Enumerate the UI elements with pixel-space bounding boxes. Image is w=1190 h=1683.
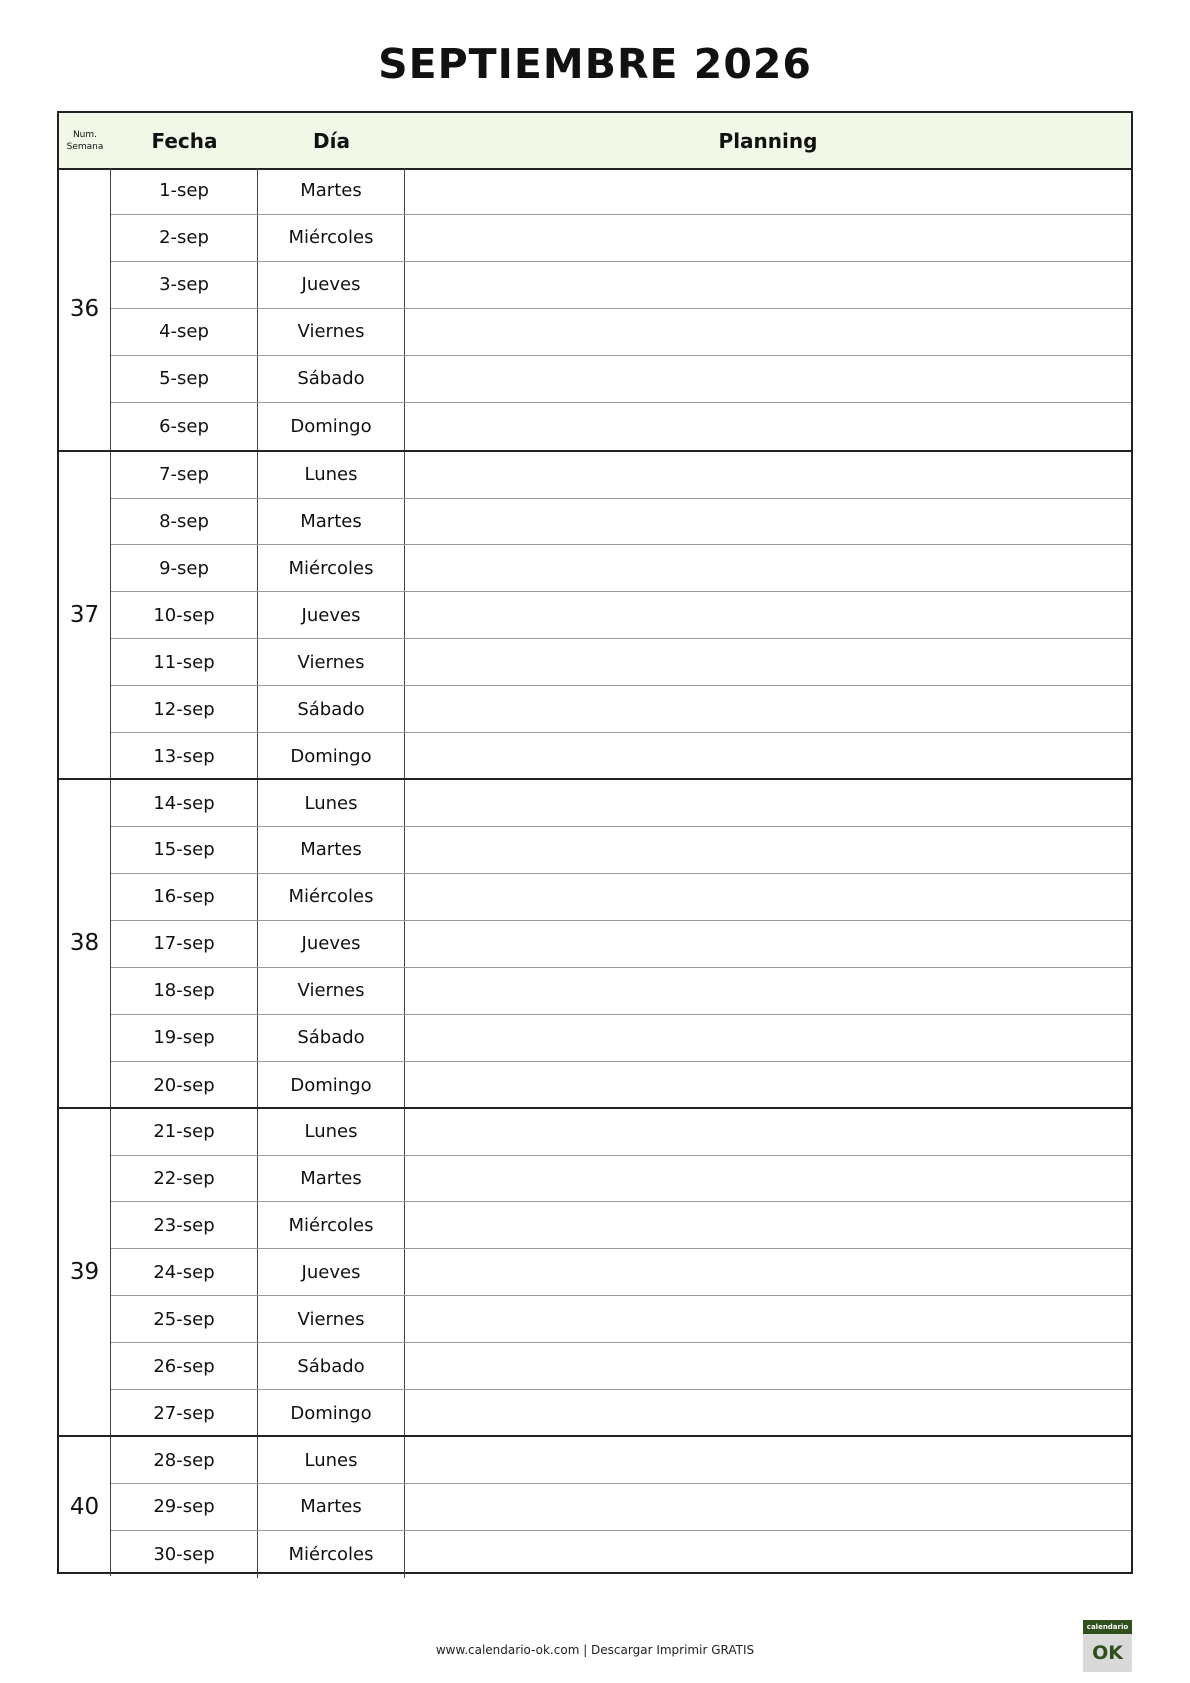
- table-body: [59, 168, 1131, 1572]
- date-cell: 30-sep: [111, 1531, 258, 1578]
- planning-cell[interactable]: [405, 452, 1131, 498]
- day-cell: Miércoles: [258, 874, 405, 920]
- table-row: [111, 403, 1131, 450]
- date-cell: 28-sep: [111, 1437, 258, 1483]
- table-row: [111, 1296, 1131, 1343]
- planning-cell[interactable]: [405, 215, 1131, 261]
- week-group: [59, 450, 1131, 779]
- week-number: 38: [59, 780, 111, 1107]
- planning-cell[interactable]: [405, 1484, 1131, 1530]
- week-number: 37: [59, 452, 111, 779]
- day-cell: Martes: [258, 827, 405, 873]
- day-cell: Viernes: [258, 309, 405, 355]
- date-cell: 24-sep: [111, 1249, 258, 1295]
- table-row: [111, 1109, 1131, 1156]
- table-row: [111, 1015, 1131, 1062]
- logo-top-text: calendario: [1083, 1620, 1132, 1634]
- day-cell: Domingo: [258, 1390, 405, 1437]
- planning-cell[interactable]: [405, 356, 1131, 402]
- planning-cell[interactable]: [405, 827, 1131, 873]
- planning-cell[interactable]: [405, 1390, 1131, 1437]
- table-row: [111, 921, 1131, 968]
- day-cell: Miércoles: [258, 215, 405, 261]
- table-row: [111, 1437, 1131, 1484]
- day-cell: Domingo: [258, 403, 405, 450]
- planning-cell[interactable]: [405, 921, 1131, 967]
- date-cell: 12-sep: [111, 686, 258, 732]
- week-group: [59, 1435, 1131, 1576]
- table-row: [111, 1484, 1131, 1531]
- planning-cell[interactable]: [405, 262, 1131, 308]
- planning-cell[interactable]: [405, 403, 1131, 450]
- day-cell: Sábado: [258, 356, 405, 402]
- table-row: [111, 262, 1131, 309]
- planning-cell[interactable]: [405, 968, 1131, 1014]
- date-cell: 25-sep: [111, 1296, 258, 1342]
- date-cell: 6-sep: [111, 403, 258, 450]
- planning-cell[interactable]: [405, 1109, 1131, 1155]
- day-cell: Martes: [258, 1484, 405, 1530]
- date-cell: 15-sep: [111, 827, 258, 873]
- day-cell: Miércoles: [258, 545, 405, 591]
- planning-cell[interactable]: [405, 545, 1131, 591]
- table-row: [111, 592, 1131, 639]
- table-row: [111, 780, 1131, 827]
- day-cell: Domingo: [258, 1062, 405, 1109]
- table-row: [111, 1343, 1131, 1390]
- date-cell: 9-sep: [111, 545, 258, 591]
- week-group: [59, 1107, 1131, 1436]
- header-planning: Planning: [718, 128, 818, 153]
- table-row: [111, 686, 1131, 733]
- table-row: [111, 827, 1131, 874]
- date-cell: 14-sep: [111, 780, 258, 826]
- date-cell: 5-sep: [111, 356, 258, 402]
- table-row: [111, 968, 1131, 1015]
- logo-bottom-text: OK: [1083, 1634, 1132, 1672]
- day-cell: Sábado: [258, 1015, 405, 1061]
- table-row: [111, 452, 1131, 499]
- day-cell: Viernes: [258, 968, 405, 1014]
- planning-cell[interactable]: [405, 1437, 1131, 1483]
- calendario-ok-logo: [1083, 1620, 1132, 1672]
- date-cell: 4-sep: [111, 309, 258, 355]
- header-week: Num. Semana: [66, 129, 104, 152]
- planning-cell[interactable]: [405, 592, 1131, 638]
- planning-cell[interactable]: [405, 1015, 1131, 1061]
- date-cell: 10-sep: [111, 592, 258, 638]
- date-cell: 11-sep: [111, 639, 258, 685]
- day-cell: Jueves: [258, 1249, 405, 1295]
- date-cell: 27-sep: [111, 1390, 258, 1437]
- day-cell: Lunes: [258, 452, 405, 498]
- table-row: [111, 874, 1131, 921]
- table-row: [111, 1390, 1131, 1437]
- day-cell: Lunes: [258, 780, 405, 826]
- table-header: [59, 113, 1131, 170]
- table-row: [111, 545, 1131, 592]
- planning-cell[interactable]: [405, 168, 1131, 214]
- planning-cell[interactable]: [405, 499, 1131, 545]
- table-row: [111, 1062, 1131, 1109]
- planning-cell[interactable]: [405, 874, 1131, 920]
- day-cell: Miércoles: [258, 1202, 405, 1248]
- table-row: [111, 639, 1131, 686]
- planning-cell[interactable]: [405, 1343, 1131, 1389]
- day-cell: Sábado: [258, 1343, 405, 1389]
- date-cell: 29-sep: [111, 1484, 258, 1530]
- planning-cell[interactable]: [405, 686, 1131, 732]
- day-cell: Sábado: [258, 686, 405, 732]
- planning-cell[interactable]: [405, 1202, 1131, 1248]
- date-cell: 26-sep: [111, 1343, 258, 1389]
- date-cell: 1-sep: [111, 168, 258, 214]
- header-day: Día: [313, 128, 350, 153]
- planning-cell[interactable]: [405, 1249, 1131, 1295]
- page-title: SEPTIEMBRE 2026: [378, 40, 812, 88]
- day-cell: Martes: [258, 168, 405, 214]
- date-cell: 20-sep: [111, 1062, 258, 1109]
- planning-cell[interactable]: [405, 733, 1131, 780]
- footer-text: www.calendario-ok.com | Descargar Imprimir GRATIS: [435, 1643, 755, 1657]
- week-group: [59, 778, 1131, 1107]
- date-cell: 19-sep: [111, 1015, 258, 1061]
- date-cell: 21-sep: [111, 1109, 258, 1155]
- date-cell: 22-sep: [111, 1156, 258, 1202]
- table-row: [111, 733, 1131, 780]
- day-cell: Jueves: [258, 921, 405, 967]
- day-cell: Jueves: [258, 592, 405, 638]
- planning-table: [57, 111, 1133, 1574]
- day-cell: Martes: [258, 1156, 405, 1202]
- date-cell: 18-sep: [111, 968, 258, 1014]
- table-row: [111, 1156, 1131, 1203]
- table-row: [111, 1202, 1131, 1249]
- day-cell: Martes: [258, 499, 405, 545]
- date-cell: 23-sep: [111, 1202, 258, 1248]
- table-row: [111, 1249, 1131, 1296]
- date-cell: 2-sep: [111, 215, 258, 261]
- header-date: Fecha: [151, 128, 218, 153]
- table-row: [111, 356, 1131, 403]
- table-row: [111, 309, 1131, 356]
- planning-cell[interactable]: [405, 639, 1131, 685]
- day-cell: Viernes: [258, 639, 405, 685]
- planning-cell[interactable]: [405, 309, 1131, 355]
- day-cell: Miércoles: [258, 1531, 405, 1578]
- table-row: [111, 499, 1131, 546]
- planning-cell[interactable]: [405, 780, 1131, 826]
- date-cell: 7-sep: [111, 452, 258, 498]
- week-group: [59, 168, 1131, 450]
- table-row: [111, 168, 1131, 215]
- day-cell: Lunes: [258, 1109, 405, 1155]
- planning-cell[interactable]: [405, 1156, 1131, 1202]
- planning-cell[interactable]: [405, 1296, 1131, 1342]
- date-cell: 8-sep: [111, 499, 258, 545]
- planning-cell[interactable]: [405, 1531, 1131, 1578]
- day-cell: Domingo: [258, 733, 405, 780]
- table-row: [111, 215, 1131, 262]
- date-cell: 17-sep: [111, 921, 258, 967]
- planning-cell[interactable]: [405, 1062, 1131, 1109]
- table-row: [111, 1531, 1131, 1578]
- day-cell: Jueves: [258, 262, 405, 308]
- day-cell: Viernes: [258, 1296, 405, 1342]
- date-cell: 3-sep: [111, 262, 258, 308]
- week-number: 40: [59, 1437, 111, 1576]
- week-number: 36: [59, 168, 111, 450]
- date-cell: 16-sep: [111, 874, 258, 920]
- day-cell: Lunes: [258, 1437, 405, 1483]
- week-number: 39: [59, 1109, 111, 1436]
- date-cell: 13-sep: [111, 733, 258, 780]
